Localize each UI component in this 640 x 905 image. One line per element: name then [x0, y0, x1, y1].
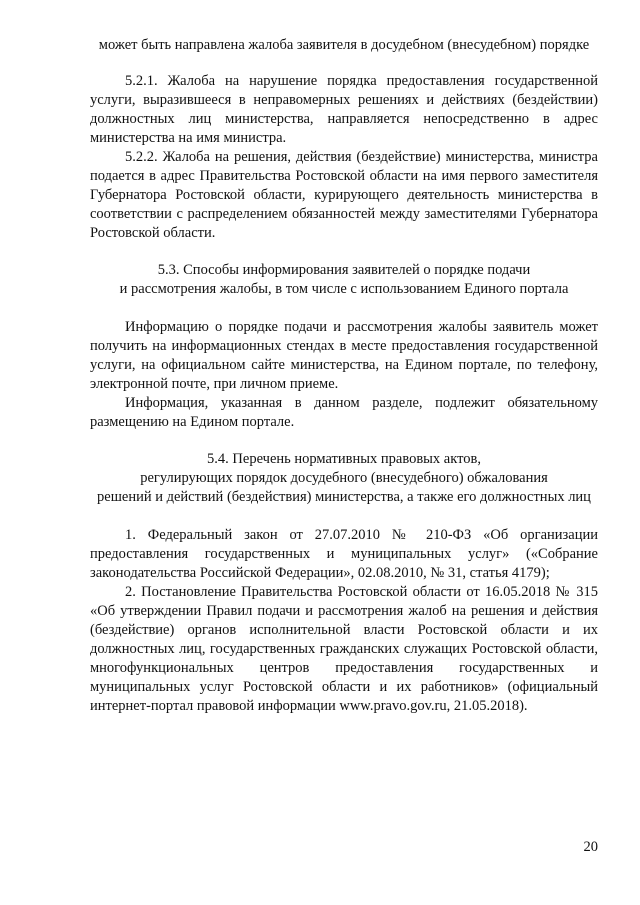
document-body: [90, 36, 598, 716]
section-5-4-item: 2. Постановление Правительства Ростовской области от 16.05.2018 № 315 «Об утверждении Правил подачи и рассмотрения жалоб на решения и действия (бездействие) органов исполнительной власти Ростовской области и их должностных лиц, государственных гражданских служащих Ростовской области, многофункциональных центров предоставления государственных и муниципальных услуг Ростовской области и их работников» (официальный интернет-портал правовой информации www.pravo.gov.ru, 21.05.2018).: [90, 584, 598, 714]
section-5-4-heading-line: 5.4. Перечень нормативных правовых актов,: [207, 451, 481, 467]
page-number: 20: [583, 839, 598, 855]
section-5-3-paragraph: Информация, указанная в данном разделе, подлежит обязательному размещению на Едином портале.: [90, 395, 598, 430]
section-5-4-heading-line: регулирующих порядок досудебного (внесудебного) обжалования: [140, 470, 548, 486]
section-5-4-heading-line: решений и действий (бездействия) министерства, а также его должностных лиц: [97, 489, 591, 505]
paragraph-5-2-1: 5.2.1. Жалоба на нарушение порядка предоставления государственной услуги, выразившееся в неправомерных решениях и действиях (бездействии) должностных лиц министерства, направляется непосредственно в адрес министерства на имя министра.: [90, 73, 598, 146]
section-5-3-heading: [90, 261, 598, 299]
section-5-4-heading: [90, 450, 598, 507]
section-5-3-heading-line: и рассмотрения жалобы, в том числе с использованием Единого портала: [119, 281, 569, 297]
section-5-3-heading-line: 5.3. Способы информирования заявителей о порядке подачи: [157, 262, 531, 278]
paragraph-5-2-2: 5.2.2. Жалоба на решения, действия (бездействие) министерства, министра подается в адрес Правительства Ростовской области на имя первого заместителя Губернатора Ростовской области, курирующего деятельность министерства в соответствии с распределением обязанностей между заместителями Губернатора Ростовской области.: [90, 149, 598, 241]
section-5-3-paragraph: Информацию о порядке подачи и рассмотрения жалобы заявитель может получить на информационных стендах в месте предоставления государственной услуги, на официальном сайте министерства, на Едином портале, по телефону, электронной почте, при личном приеме.: [90, 319, 598, 392]
section-5-4-item: 1. Федеральный закон от 27.07.2010 № 210-ФЗ «Об организации предоставления государственных и муниципальных услуг» («Собрание законодательства Российской Федерации», 02.08.2010, № 31, статья 4179);: [90, 527, 598, 581]
top-line: может быть направлена жалоба заявителя в досудебном (внесудебном) порядке: [98, 37, 590, 53]
